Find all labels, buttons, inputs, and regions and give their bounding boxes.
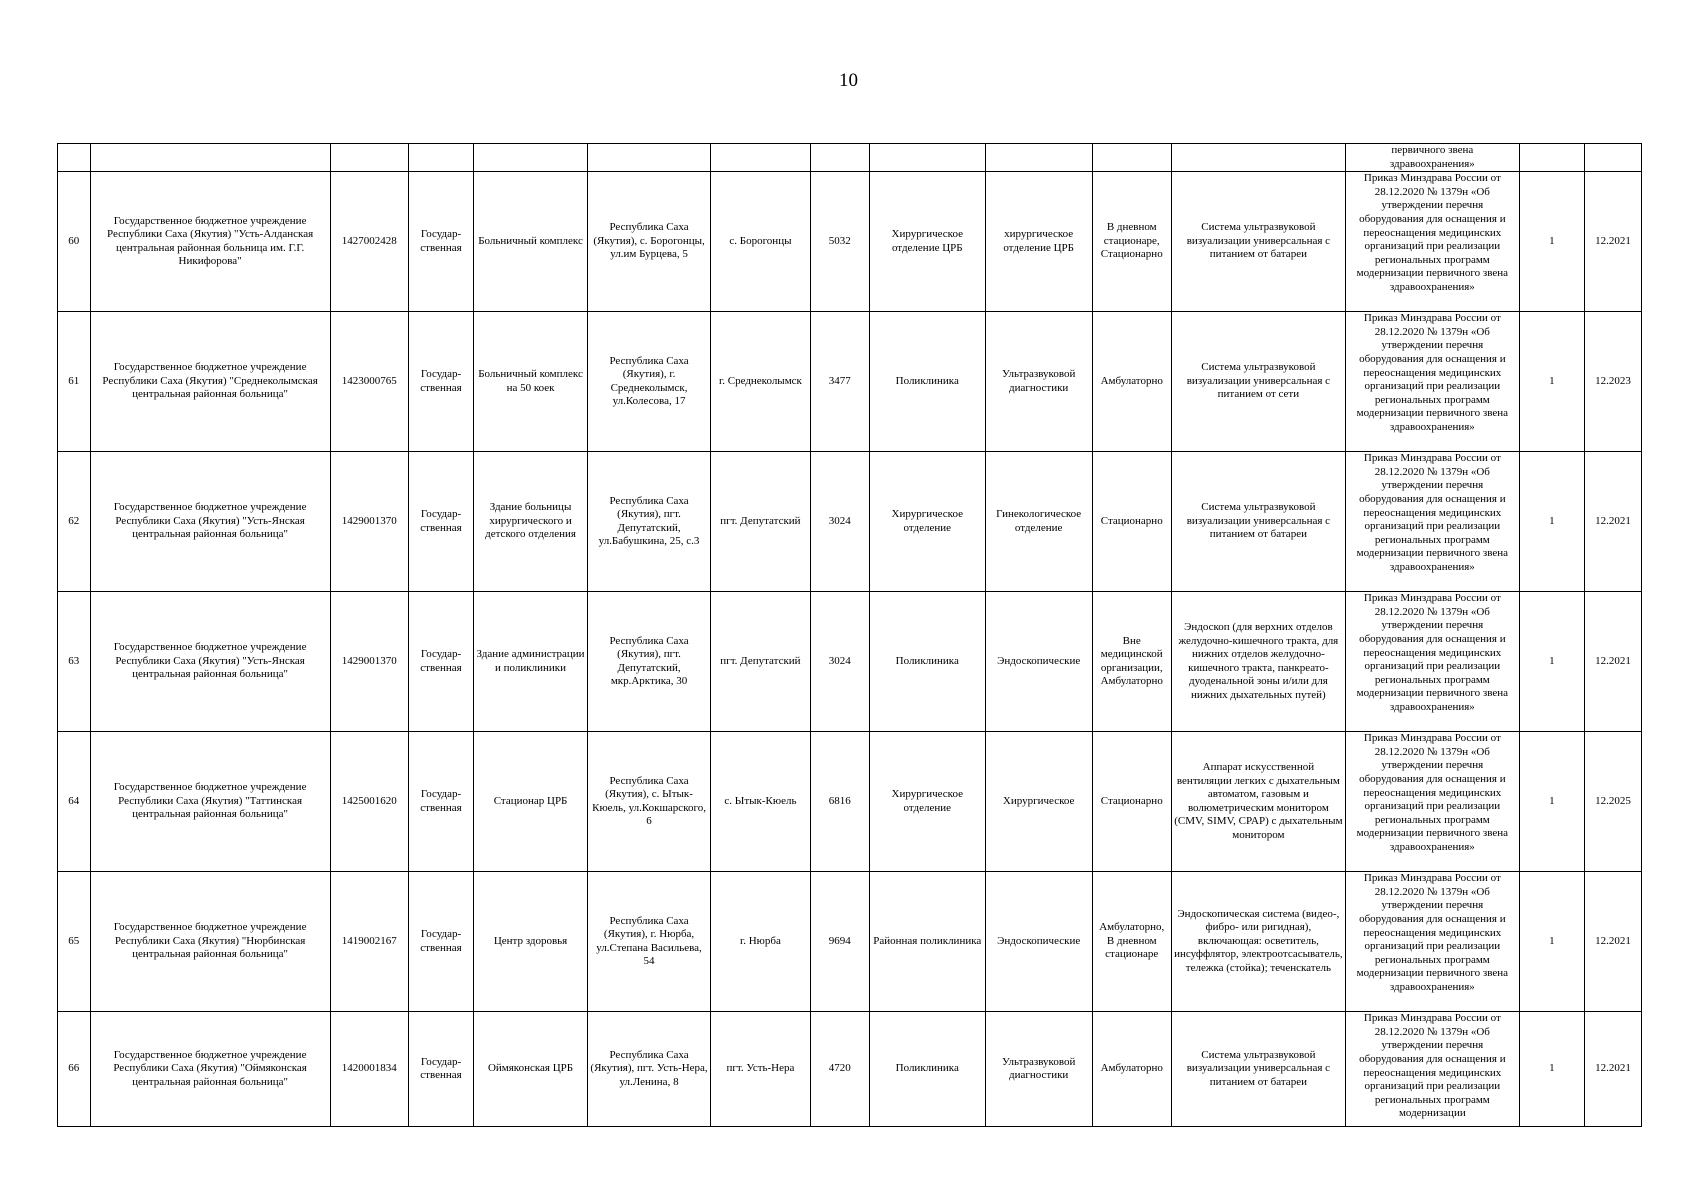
- cell-population: 3024: [810, 592, 869, 732]
- cell-org: Государственное бюджетное учреждение Республики Саха (Якутия) "Таттинская центральная районная больница": [90, 732, 330, 872]
- cell-order: [1345, 732, 1519, 872]
- cell-ownership: Государ-ственная: [408, 1012, 473, 1127]
- cell-inn: [330, 144, 408, 172]
- cell-unit: Поликлиника: [869, 312, 985, 452]
- cell-department: Эндоскопические: [985, 592, 1092, 732]
- cell-qty: 1: [1519, 312, 1584, 452]
- cell-department: хирургическое отделение ЦРБ: [985, 172, 1092, 312]
- cell-care: [1092, 144, 1171, 172]
- table-row: [58, 872, 1642, 1012]
- cell-date: 12.2021: [1584, 592, 1641, 732]
- cell-order: [1345, 452, 1519, 592]
- cell-address: Республика Саха (Якутия), пгт. Усть-Нера, ул.Ленина, 8: [588, 1012, 711, 1127]
- cell-population: 4720: [810, 1012, 869, 1127]
- cell-order: [1345, 872, 1519, 1012]
- cell-org: Государственное бюджетное учреждение Республики Саха (Якутия) "Усть-Янская центральная районная больница": [90, 592, 330, 732]
- cell-equipment: Система ультразвуковой визуализации универсальная с питанием от батареи: [1171, 452, 1345, 592]
- cell-date: 12.2025: [1584, 732, 1641, 872]
- table-row: [58, 452, 1642, 592]
- cell-locality: с. Ытык-Кюель: [711, 732, 811, 872]
- cell-n: 65: [58, 872, 91, 1012]
- cell-population: 9694: [810, 872, 869, 1012]
- order-text: Приказ Минздрава России от 28.12.2020 № 1379н «Об утверждении перечня оборудования для оснащения и переоснащения медицинских организаций при реализации региональных программ модернизации первичного звена здравоохранения»: [1356, 592, 1509, 713]
- cell-org: Государственное бюджетное учреждение Республики Саха (Якутия) "Среднеколымская центральная районная больница": [90, 312, 330, 452]
- cell-qty: 1: [1519, 732, 1584, 872]
- table-row: [58, 1012, 1642, 1127]
- table-row: [58, 732, 1642, 872]
- cell-ownership: Государ-ственная: [408, 732, 473, 872]
- cell-qty: 1: [1519, 1012, 1584, 1127]
- cell-care: Стационарно: [1092, 452, 1171, 592]
- order-text: Приказ Минздрава России от 28.12.2020 № 1379н «Об утверждении перечня оборудования для оснащения и переоснащения медицинских организаций при реализации региональных программ модернизации первичного звена здравоохранения»: [1356, 732, 1509, 853]
- cell-n: 61: [58, 312, 91, 452]
- cell-unit: Хирургическое отделение: [869, 732, 985, 872]
- cell-building: Больничный комплекс: [474, 172, 588, 312]
- cell-unit: Хирургическое отделение ЦРБ: [869, 172, 985, 312]
- cell-care: В дневном стационаре, Стационарно: [1092, 172, 1171, 312]
- cell-unit: Хирургическое отделение: [869, 452, 985, 592]
- cell-address: Республика Саха (Якутия), г. Нюрба, ул.Степана Васильева, 54: [588, 872, 711, 1012]
- cell-date: 12.2021: [1584, 172, 1641, 312]
- cell-equipment: Аппарат искусственной вентиляции легких с дыхательным автоматом, газовым и волюметрическим монитором (CMV, SIMV, CPAP) с дыхательным монитором: [1171, 732, 1345, 872]
- cell-qty: 1: [1519, 452, 1584, 592]
- cell-locality: с. Борогонцы: [711, 172, 811, 312]
- cell-date: 12.2023: [1584, 312, 1641, 452]
- cell-department: Эндоскопические: [985, 872, 1092, 1012]
- cell-care: Амбулаторно: [1092, 312, 1171, 452]
- cell-inn: 1429001370: [330, 592, 408, 732]
- equipment-table: [57, 143, 1642, 1127]
- cell-unit: Поликлиника: [869, 1012, 985, 1127]
- cell-date: 12.2021: [1584, 452, 1641, 592]
- cell-inn: 1425001620: [330, 732, 408, 872]
- cell-org: Государственное бюджетное учреждение Республики Саха (Якутия) "Усть-Алданская центральная районная больница им. Г.Г. Никифорова": [90, 172, 330, 312]
- page-number: 10: [839, 70, 858, 91]
- cell-order: [1345, 1012, 1519, 1127]
- cell-equipment: Эндоскопическая система (видео-, фибро- или ригидная), включающая: осветитель, инсуффлятор, электроотсасыватель, тележка (стойка); теченскатель: [1171, 872, 1345, 1012]
- cell-equipment: Система ультразвуковой визуализации универсальная с питанием от батареи: [1171, 172, 1345, 312]
- cell-n: 64: [58, 732, 91, 872]
- cell-ownership: Государ-ственная: [408, 592, 473, 732]
- cell-care: Стационарно: [1092, 732, 1171, 872]
- cell-population: 6816: [810, 732, 869, 872]
- cell-ownership: Государ-ственная: [408, 872, 473, 1012]
- cell-qty: 1: [1519, 592, 1584, 732]
- cell-address: Республика Саха (Якутия), с. Борогонцы, ул.им Бурцева, 5: [588, 172, 711, 312]
- cell-care: Вне медицинской организации, Амбулаторно: [1092, 592, 1171, 732]
- cell-building: Больничный комплекс на 50 коек: [474, 312, 588, 452]
- cell-order: [1345, 172, 1519, 312]
- cell-equipment: [1171, 144, 1345, 172]
- continuation-row: [58, 144, 1642, 172]
- cell-building: Стационар ЦРБ: [474, 732, 588, 872]
- cell-address: Республика Саха (Якутия), пгт. Депутатский, ул.Бабушкина, 25, с.3: [588, 452, 711, 592]
- cell-population: 3024: [810, 452, 869, 592]
- cell-address: Республика Саха (Якутия), пгт. Депутатский, мкр.Арктика, 30: [588, 592, 711, 732]
- cell-date: 12.2021: [1584, 1012, 1641, 1127]
- cell-n: 60: [58, 172, 91, 312]
- cell-unit: Районная поликлиника: [869, 872, 985, 1012]
- cell-department: Ультразвуковой диагностики: [985, 312, 1092, 452]
- cell-population: [810, 144, 869, 172]
- cell-org: Государственное бюджетное учреждение Республики Саха (Якутия) "Нюрбинская центральная районная больница": [90, 872, 330, 1012]
- cell-locality: г. Нюрба: [711, 872, 811, 1012]
- cell-address: Республика Саха (Якутия), с. Ытык-Кюель, ул.Кокшарского, 6: [588, 732, 711, 872]
- cell-address: Республика Саха (Якутия), г. Среднеколымск, ул.Колесова, 17: [588, 312, 711, 452]
- cell-order-tail: первичного звена здравоохранения»: [1345, 144, 1519, 172]
- cell-building: Здание больницы хирургического и детского отделения: [474, 452, 588, 592]
- cell-department: [985, 144, 1092, 172]
- order-text: Приказ Минздрава России от 28.12.2020 № 1379н «Об утверждении перечня оборудования для оснащения и переоснащения медицинских организаций при реализации региональных программ модернизации первичного звена здравоохранения»: [1356, 452, 1509, 573]
- cell-care: Амбулаторно, В дневном стационаре: [1092, 872, 1171, 1012]
- order-text: Приказ Минздрава России от 28.12.2020 № 1379н «Об утверждении перечня оборудования для оснащения и переоснащения медицинских организаций при реализации региональных программ модернизации первичного звена здравоохранения»: [1356, 172, 1509, 293]
- cell-building: [474, 144, 588, 172]
- cell-address: [588, 144, 711, 172]
- cell-building: Оймяконская ЦРБ: [474, 1012, 588, 1127]
- cell-building: Центр здоровья: [474, 872, 588, 1012]
- cell-locality: пгт. Депутатский: [711, 592, 811, 732]
- cell-org: Государственное бюджетное учреждение Республики Саха (Якутия) "Оймяконская центральная районная больница": [90, 1012, 330, 1127]
- cell-department: Гинекологическое отделение: [985, 452, 1092, 592]
- order-text: Приказ Минздрава России от 28.12.2020 № 1379н «Об утверждении перечня оборудования для оснащения и переоснащения медицинских организаций при реализации региональных программ модернизации первичного звена здравоохранения»: [1356, 872, 1509, 993]
- cell-care: Амбулаторно: [1092, 1012, 1171, 1127]
- order-text: Приказ Минздрава России от 28.12.2020 № 1379н «Об утверждении перечня оборудования для оснащения и переоснащения медицинских организаций при реализации региональных программ модернизации: [1359, 1012, 1506, 1120]
- table-body: [58, 144, 1642, 1127]
- cell-locality: пгт. Депутатский: [711, 452, 811, 592]
- cell-locality: [711, 144, 811, 172]
- cell-qty: 1: [1519, 172, 1584, 312]
- cell-equipment: Система ультразвуковой визуализации универсальная с питанием от батареи: [1171, 1012, 1345, 1127]
- cell-department: Ультразвуковой диагностики: [985, 1012, 1092, 1127]
- cell-n: 62: [58, 452, 91, 592]
- cell-order: [1345, 312, 1519, 452]
- cell-inn: 1423000765: [330, 312, 408, 452]
- cell-org: Государственное бюджетное учреждение Республики Саха (Якутия) "Усть-Янская центральная районная больница": [90, 452, 330, 592]
- cell-date: [1584, 144, 1641, 172]
- cell-department: Хирургическое: [985, 732, 1092, 872]
- cell-ownership: Государ-ственная: [408, 312, 473, 452]
- cell-qty: [1519, 144, 1584, 172]
- table-row: [58, 172, 1642, 312]
- order-text: Приказ Минздрава России от 28.12.2020 № 1379н «Об утверждении перечня оборудования для оснащения и переоснащения медицинских организаций при реализации региональных программ модернизации первичного звена здравоохранения»: [1356, 312, 1509, 433]
- cell-equipment: Система ультразвуковой визуализации универсальная с питанием от сети: [1171, 312, 1345, 452]
- cell-order: [1345, 592, 1519, 732]
- cell-ownership: [408, 144, 473, 172]
- cell-n: [58, 144, 91, 172]
- cell-org: [90, 144, 330, 172]
- cell-n: 63: [58, 592, 91, 732]
- cell-inn: 1420001834: [330, 1012, 408, 1127]
- cell-inn: 1427002428: [330, 172, 408, 312]
- cell-population: 5032: [810, 172, 869, 312]
- table-row: [58, 312, 1642, 452]
- cell-unit: Поликлиника: [869, 592, 985, 732]
- cell-qty: 1: [1519, 872, 1584, 1012]
- cell-population: 3477: [810, 312, 869, 452]
- cell-inn: 1419002167: [330, 872, 408, 1012]
- cell-equipment: Эндоскоп (для верхних отделов желудочно-кишечного тракта, для нижних отделов желудочно-кишечного тракта, панкреато-дуоденальной зоны и/или для нижних дыхательных путей): [1171, 592, 1345, 732]
- cell-n: 66: [58, 1012, 91, 1127]
- cell-unit: [869, 144, 985, 172]
- cell-ownership: Государ-ственная: [408, 172, 473, 312]
- cell-locality: г. Среднеколымск: [711, 312, 811, 452]
- table-row: [58, 592, 1642, 732]
- cell-locality: пгт. Усть-Нера: [711, 1012, 811, 1127]
- cell-inn: 1429001370: [330, 452, 408, 592]
- cell-building: Здание администрации и поликлиники: [474, 592, 588, 732]
- cell-ownership: Государ-ственная: [408, 452, 473, 592]
- cell-date: 12.2021: [1584, 872, 1641, 1012]
